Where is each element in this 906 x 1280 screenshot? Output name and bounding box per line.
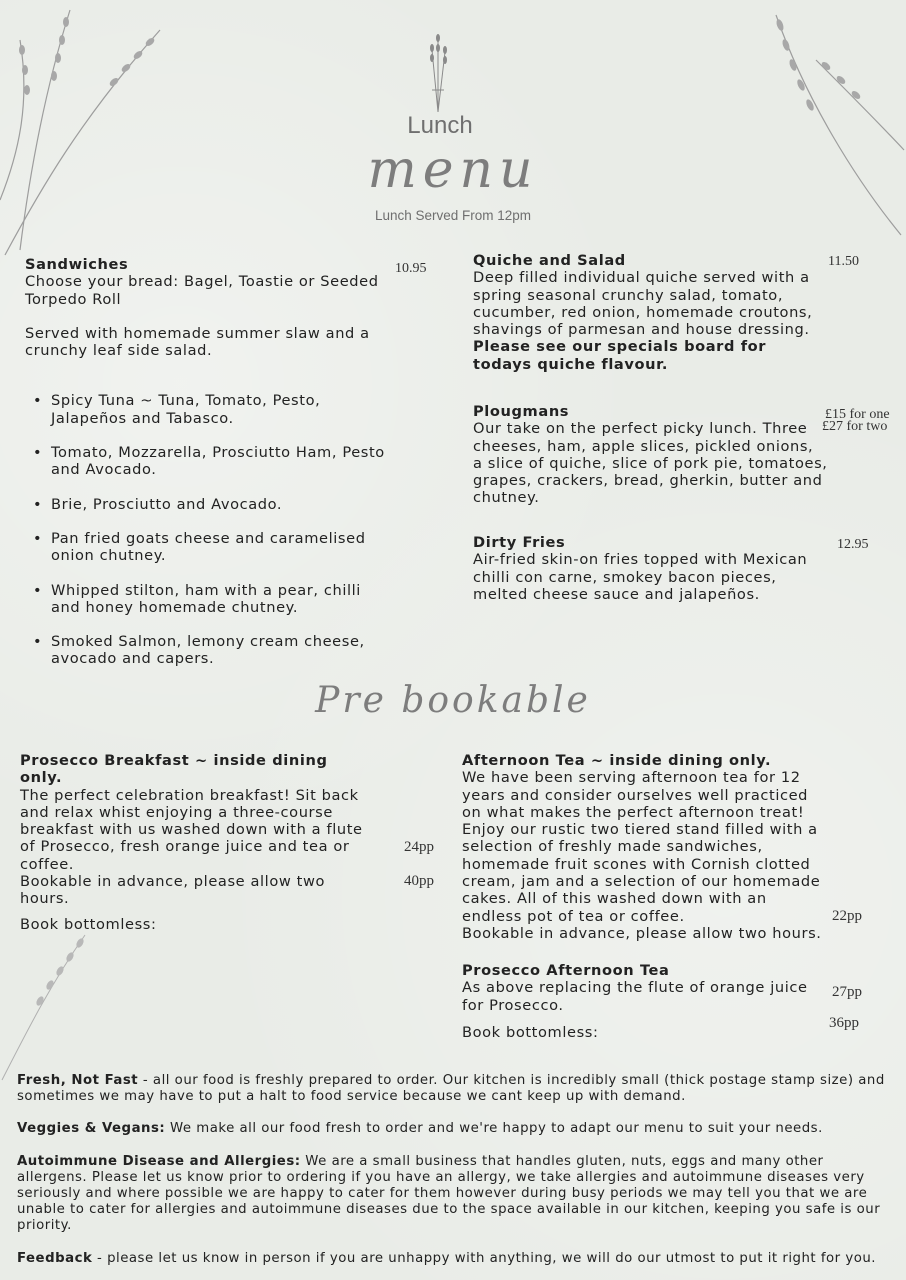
- sandwiches-description: Choose your bread: Bagel, Toastie or Seeded Torpedo Roll: [25, 273, 379, 308]
- prosecco-breakfast-description: The perfect celebration breakfast! Sit back and relax whist enjoying a three-course breakfast with us washed down with a flute of Prosecco, fresh orange juice and tea or coffee.: [20, 786, 363, 873]
- sandwiches-title: Sandwiches: [25, 256, 129, 273]
- list-item: • Tomato, Mozzarella, Prosciutto Ham, Pesto and Avocado.: [25, 444, 395, 479]
- menu-title-small: Lunch: [407, 112, 473, 139]
- note-veggies: [17, 1121, 889, 1137]
- sandwiches-section: [25, 256, 395, 685]
- prosecco-afternoon-tea-title: Prosecco Afternoon Tea: [462, 962, 670, 979]
- ploughmans-description: Our take on the perfect picky lunch. Three cheeses, ham, apple slices, pickled onions, a slice of quiche, slice of pork pie, tomatoes, grapes, crackers, bread, gherkin, butter and chutney.: [473, 420, 828, 507]
- prosecco-afternoon-tea-section: [462, 962, 822, 1041]
- note-fresh-text: - all our food is freshly prepared to order. Our kitchen is incredibly small (thick postage stamp size) and sometimes we may have to put a halt to food service because we cant keep up with demand.: [17, 1073, 885, 1105]
- note-feedback-text: - please let us know in person if you are unhappy with anything, we will do our utmost to put it right for you.: [92, 1250, 877, 1266]
- prosecco-breakfast-title: Prosecco Breakfast ~ inside dining only.: [20, 752, 328, 787]
- note-feedback: [17, 1251, 889, 1267]
- prosecco-afternoon-tea-price: 27pp: [832, 984, 862, 1000]
- list-item: • Pan fried goats cheese and caramelised onion chutney.: [25, 530, 395, 565]
- list-item: • Spicy Tuna ~ Tuna, Tomato, Pesto, Jalapeños and Tabasco.: [25, 392, 395, 427]
- prosecco-afternoon-tea-bottomless: Book bottomless:: [462, 1023, 599, 1041]
- prosecco-breakfast-bookable: Bookable in advance, please allow two hours.: [20, 873, 326, 908]
- prosecco-breakfast-bottomless: Book bottomless:: [20, 915, 157, 933]
- note-allergies: [17, 1154, 889, 1235]
- prosecco-breakfast-bottomless-price: 40pp: [404, 873, 434, 889]
- note-veggies-label: Veggies & Vegans:: [17, 1121, 166, 1137]
- lavender-sprig-top-right-icon: [766, 0, 906, 240]
- lavender-bouquet-icon: [420, 30, 456, 114]
- note-fresh-label: Fresh, Not Fast: [17, 1073, 139, 1088]
- afternoon-tea-section: [462, 752, 827, 942]
- afternoon-tea-price: 22pp: [832, 908, 862, 924]
- list-item: • Smoked Salmon, lemony cream cheese, avocado and capers.: [25, 633, 395, 668]
- menu-subtitle: Lunch Served From 12pm: [374, 208, 532, 223]
- dirty-fries-title: Dirty Fries: [473, 534, 566, 551]
- list-item: • Whipped stilton, ham with a pear, chilli and honey homemade chutney.: [25, 582, 395, 617]
- ploughmans-section: [473, 403, 828, 507]
- prosecco-afternoon-tea-description: As above replacing the flute of orange juice for Prosecco.: [462, 979, 808, 1014]
- lavender-sprig-left-middle-icon: [0, 925, 95, 1085]
- afternoon-tea-title: Afternoon Tea ~ inside dining only.: [462, 752, 772, 769]
- quiche-description: Deep filled individual quiche served with a spring seasonal crunchy salad, tomato, cucumber, red onion, homemade croutons, shavings of parmesan and house dressing.: [473, 269, 813, 339]
- sandwiches-served-with: Served with homemade summer slaw and a crunchy leaf side salad.: [25, 324, 370, 360]
- note-fresh: [17, 1073, 889, 1105]
- sandwich-fillings-list: [25, 392, 395, 667]
- quiche-specials-note: Please see our specials board for todays quiche flavour.: [473, 338, 767, 373]
- ploughmans-price-one: £15 for one: [825, 407, 890, 422]
- dirty-fries-description: Air-fried skin-on fries topped with Mexican chilli con carne, smokey bacon pieces, melted cheese sauce and jalapeños.: [473, 551, 808, 603]
- quiche-title: Quiche and Salad: [473, 252, 626, 269]
- note-veggies-text: We make all our food fresh to order and we're happy to adapt our menu to suit your needs.: [165, 1121, 823, 1137]
- footer-notes: [17, 1073, 889, 1267]
- afternoon-tea-description: We have been serving afternoon tea for 12 years and consider ourselves well practiced on what makes the perfect afternoon treat! Enjoy our rustic two tiered stand filled with a selection of freshly made sandwiches, homemade fruit scones with Cornish clotted cream, jam and a selection of our homemade cakes. All of this washed down with an endless pot of tea or coffee.: [462, 769, 821, 925]
- prebookable-heading: Pre bookable: [315, 680, 591, 721]
- list-item: • Brie, Prosciutto and Avocado.: [25, 496, 395, 513]
- prosecco-breakfast-price: 24pp: [404, 839, 434, 855]
- ploughmans-title: Plougmans: [473, 403, 570, 420]
- afternoon-tea-bookable: Bookable in advance, please allow two hours.: [462, 924, 822, 942]
- dirty-fries-price: 12.95: [837, 537, 869, 552]
- sandwiches-price: 10.95: [395, 261, 427, 276]
- menu-title-script: menu: [367, 140, 539, 200]
- note-allergies-text: We are a small business that handles gluten, nuts, eggs and many other allergens. Please let us know prior to ordering if you have an allergy, we take allergies and autoimmune diseases very seriously and where possible we are happy to cater for them however during busy periods we may tell you that we are unable to cater for allergies and autoimmune diseases due to the space available in our kitchen, keeping you safe is our priority.: [17, 1153, 881, 1234]
- prosecco-afternoon-tea-bottomless-price: 36pp: [829, 1015, 859, 1031]
- quiche-section: [473, 252, 818, 373]
- prosecco-breakfast-section: [20, 752, 375, 933]
- quiche-price: 11.50: [828, 254, 859, 269]
- note-feedback-label: Feedback: [17, 1250, 93, 1266]
- ploughmans-price-two: £27 for two: [822, 419, 888, 434]
- note-allergies-label: Autoimmune Disease and Allergies:: [17, 1153, 301, 1169]
- lavender-sprig-top-left-icon: [0, 0, 170, 260]
- dirty-fries-section: [473, 534, 823, 603]
